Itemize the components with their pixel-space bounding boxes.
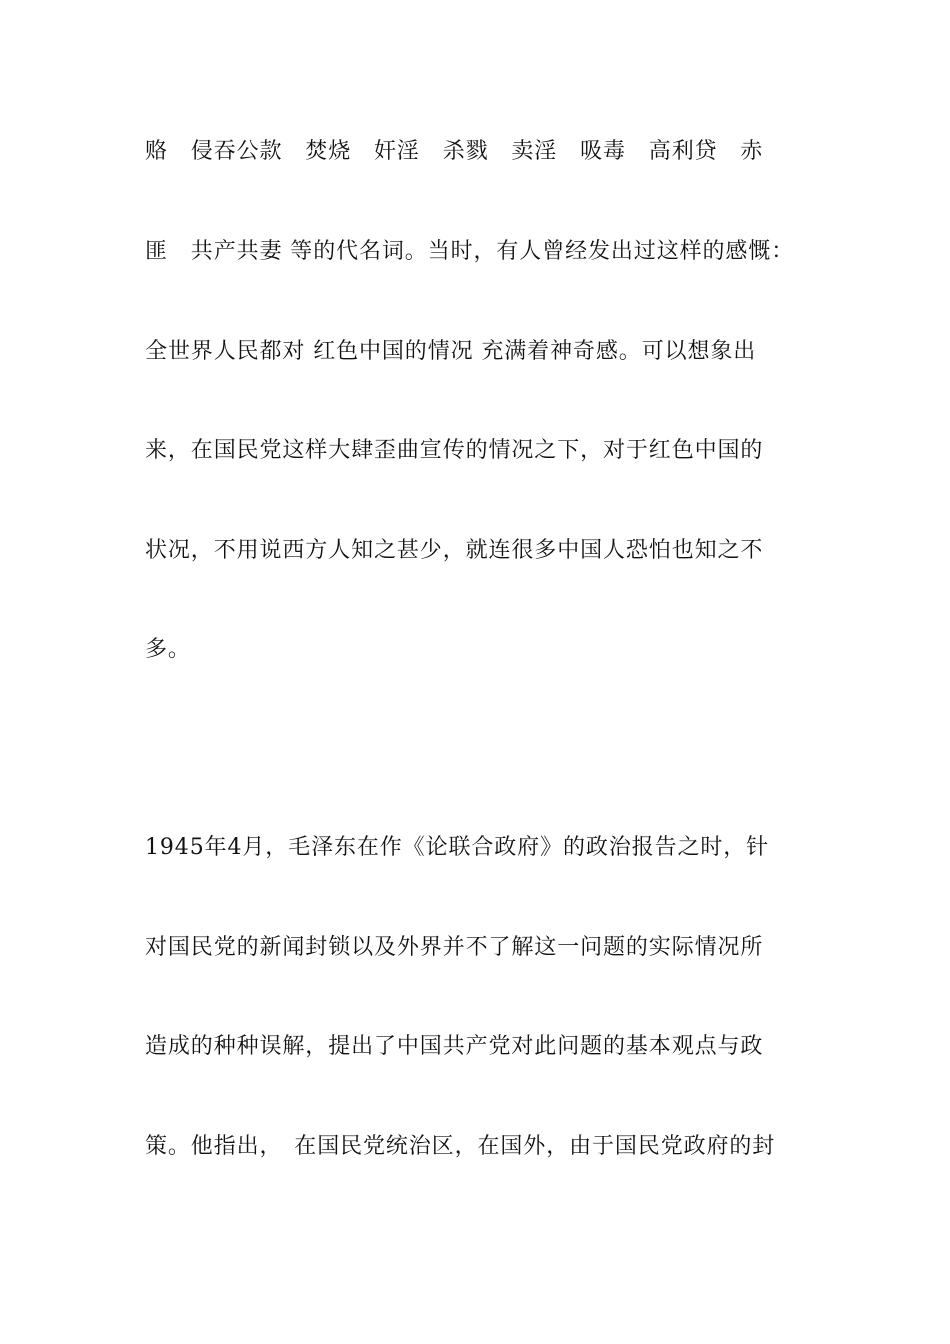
text-line: 策。他指出， 在国民党统治区，在国外，由于国民党政府的封 bbox=[145, 1134, 776, 1159]
text-line: 来，在国民党这样大肆歪曲宣传的情况之下，对于红色中国的 bbox=[145, 438, 764, 463]
text-line: 全世界人民都对 红色中国的情况 充满着神奇感。可以想象出 bbox=[145, 339, 757, 364]
text-line: 多。 bbox=[145, 637, 191, 662]
text-line: 1945年4月，毛泽东在作《论联合政府》的政治报告之时，针 bbox=[145, 835, 770, 860]
text-line: 对国民党的新闻封锁以及外界并不了解这一问题的实际情况所 bbox=[145, 935, 764, 960]
text-line: 造成的种种误解，提出了中国共产党对此问题的基本观点与政 bbox=[145, 1034, 764, 1059]
text-line: 匪 共产共妻 等的代名词。当时，有人曾经发出过这样的感慨： bbox=[145, 239, 795, 264]
text-line: 赂 侵吞公款 焚烧 奸淫 杀戮 卖淫 吸毒 高利贷 赤 bbox=[145, 139, 764, 164]
text-line: 状况，不用说西方人知之甚少，就连很多中国人恐怕也知之不 bbox=[145, 538, 764, 563]
